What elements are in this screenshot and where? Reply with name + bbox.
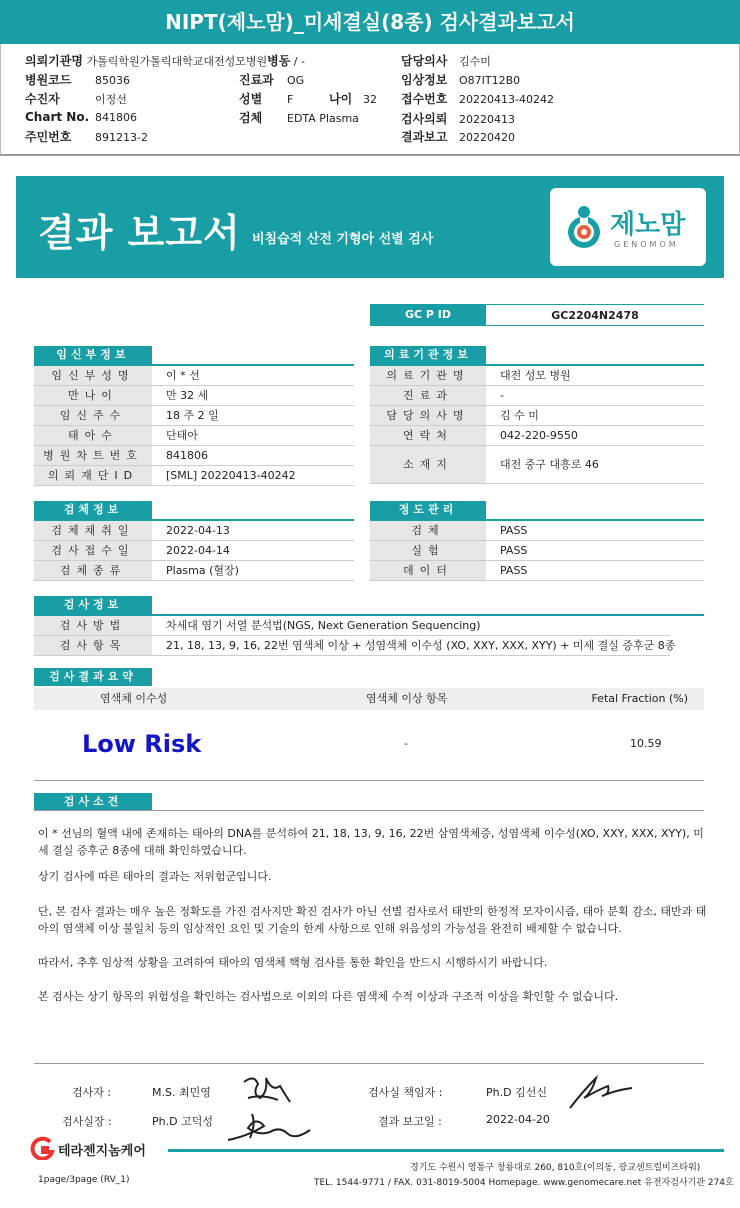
report-date-label: 결과 보고일 :: [378, 1115, 442, 1128]
banner-title: 결과 보고서: [38, 211, 241, 255]
examiner-name: M.S. 최민영: [152, 1086, 211, 1099]
company-logo: [28, 1136, 156, 1160]
summary-header: 검사결과요약: [34, 668, 152, 686]
chief-signature-icon: [222, 1108, 318, 1146]
opinion-rule: [34, 810, 704, 811]
pregnant-value-4: 841806: [166, 449, 208, 462]
doctor-row: 담당의사 김수미: [401, 54, 491, 68]
opinion-paragraph-1: 이 * 선님의 혈액 내에 존재하는 태아의 DNA를 분석하여 21, 18, 13, 9, 16, 22번 삼염색체증, 성염색체 이수성(XO, XXY, XXX, XYY), 미세 결실 증후군 8종에 대해 확인하였습니다.: [38, 827, 704, 857]
pregnant-value-1: 만 32 세: [166, 389, 209, 402]
pregnant-value-5: [SML] 20220413-40242: [166, 469, 296, 482]
report-title: NIPT(제노맘)_미세결실(8종) 검사결과보고서: [0, 0, 740, 44]
qc-value-1: PASS: [500, 544, 528, 557]
dept-row: 진료과 OG: [239, 73, 305, 87]
specimen-label-0: 검체채취일: [34, 521, 152, 540]
qc-value-0: PASS: [500, 524, 528, 537]
gcp-id-value: GC2204N2478: [486, 304, 704, 326]
pregnant-label-4: 병원차트번호: [34, 446, 152, 465]
medical-row-rule: [370, 483, 704, 484]
pregnant-label-0: 임신부성명: [34, 366, 152, 385]
pregnant-value-0: 이 * 선: [166, 369, 200, 382]
medical-label-4: 소재지: [370, 446, 486, 483]
footer-address: 경기도 수원시 영통구 창룡대로 260, 810호(이의동, 광교센트럴비즈타워): [410, 1163, 701, 1173]
summary-bottom-rule: [34, 780, 704, 781]
specimen-label-2: 검체종류: [34, 561, 152, 580]
examiner-signature-icon: [236, 1068, 296, 1112]
pregnant-info-header: 임신부정보: [34, 346, 152, 364]
medical-value-2: 김 수 미: [500, 409, 539, 422]
opinion-header: 검사소견: [34, 793, 152, 811]
footer-rule: [168, 1149, 724, 1152]
qc-row-rule: [370, 580, 704, 581]
opinion-paragraph-5: 본 검사는 상기 항목의 위험성을 확인하는 검사법으로 이외의 다른 염색체 수적 이상과 구조적 이상을 확인할 수 없습니다.: [38, 990, 619, 1003]
report-date-row: 결과보고 20220420: [401, 130, 515, 144]
report-banner: [16, 176, 724, 278]
pregnant-label-3: 태아수: [34, 426, 152, 445]
director-name: Ph.D 김선신: [486, 1086, 547, 1099]
specimen-info-header: 검체정보: [34, 501, 152, 519]
medical-label-1: 진료과: [370, 386, 486, 405]
gcp-id-label: GC P ID: [370, 304, 486, 326]
request-date-row: 검사의뢰 20220413: [401, 112, 515, 126]
test-label-0: 검사방법: [34, 616, 152, 635]
footer-contact: TEL. 1544-9771 / FAX. 031-8019-5004 Homepage. www.genomecare.net 유전자검사기관 274호: [314, 1178, 734, 1188]
director-label: 검사실 책임자 :: [368, 1086, 443, 1099]
test-value-1: 21, 18, 13, 9, 16, 22번 염색체 이상 + 성염색체 이수성 (XO, XXY, XXX, XYY) + 미세 결실 증후군 8종: [166, 639, 676, 652]
col-aneuploidy: 염색체 이수성: [100, 692, 168, 705]
clinical-row: 임상정보 O87IT12B0: [401, 73, 521, 87]
hospital-code-row: 병원코드 85036: [25, 73, 130, 87]
pregnant-value-3: 단태아: [166, 429, 198, 442]
test-label-1: 검사항목: [34, 636, 152, 655]
col-fetal-fraction: Fetal Fraction (%): [591, 692, 688, 705]
test-info-header: 검사정보: [34, 596, 152, 614]
medical-value-1: -: [500, 389, 504, 402]
col-abnormal: 염색체 이상 항목: [366, 692, 448, 705]
company-name: 테라젠지놈케어: [58, 1144, 146, 1159]
qc-label-1: 실험: [370, 541, 486, 560]
genomom-logo: [550, 188, 706, 266]
qc-label-0: 검체: [370, 521, 486, 540]
opinion-paragraph-3: 단, 본 검사 결과는 매우 높은 정확도를 가진 검사지만 확진 검사가 아닌 선별 검사로서 태반의 한정적 모자이시즘, 태아 분획 감소, 태반과 태아의 염색체 이상 불일치 등의 임상적인 요인 및 기술의 한계 사항으로 인해 위음성의 가능성을 완전히 배제할 수 없습니다.: [38, 905, 707, 935]
medical-label-3: 연락처: [370, 426, 486, 445]
receipt-row: 접수번호 20220413-40242: [401, 92, 554, 106]
qc-label-2: 데이터: [370, 561, 486, 580]
report-date-value: 2022-04-20: [486, 1113, 550, 1126]
request-meta: [0, 44, 740, 156]
sex-row: 성별 F 나이 32: [239, 92, 377, 106]
qc-value-2: PASS: [500, 564, 528, 577]
logo-mark-icon: [562, 202, 606, 252]
specimen-label-1: 검사접수일: [34, 541, 152, 560]
company-logo-icon: [28, 1136, 56, 1160]
chart-row: Chart No. 841806: [25, 110, 137, 124]
medical-value-4: 대전 중구 대흥로 46: [500, 458, 599, 471]
test-value-0: 차세대 염기 서열 분석법(NGS, Next Generation Sequencing): [166, 619, 481, 632]
director-signature-icon: [566, 1072, 646, 1112]
pregnant-row-rule: [34, 485, 354, 486]
opinion-paragraph-4: 따라서, 추후 임상적 상황을 고려하여 태아의 염색체 핵형 검사를 통한 확인을 반드시 시행하시기 바랍니다.: [38, 956, 548, 969]
signature-top-rule: [34, 1063, 704, 1064]
medical-label-0: 의료기관명: [370, 366, 486, 385]
specimen-value-2: Plasma (혈장): [166, 564, 239, 577]
abnormal-result: -: [404, 737, 408, 750]
banner-subtitle: 비침습적 산전 기형아 선별 검사: [252, 232, 434, 247]
pregnant-label-5: 의뢰재단ID: [34, 466, 152, 485]
medical-label-2: 담당의사명: [370, 406, 486, 425]
institution-row: 의뢰기관명 가톨릭학원가톨릭대학교대전성모병원병동 / -: [25, 54, 305, 68]
risk-result: Low Risk: [82, 730, 202, 758]
logo-word: 제노맘: [610, 210, 686, 240]
pregnant-value-2: 18 주 2 일: [166, 409, 219, 422]
test-row-rule: [34, 655, 670, 656]
specimen-row-rule: [34, 580, 354, 581]
specimen-value-1: 2022-04-14: [166, 544, 230, 557]
logo-subtext: GENOMOM: [614, 240, 679, 249]
medical-info-header: 의료기관정보: [370, 346, 486, 364]
summary-columns: [34, 688, 704, 710]
medical-value-0: 대전 성모 병원: [500, 369, 571, 382]
chief-name: Ph.D 고덕성: [152, 1115, 213, 1128]
examiner-label: 검사자 :: [72, 1086, 112, 1099]
chief-label: 검사실장 :: [62, 1115, 112, 1128]
pregnant-label-1: 만나이: [34, 386, 152, 405]
rrn-row: 주민번호 891213-2: [25, 130, 148, 144]
pregnant-label-2: 임신주수: [34, 406, 152, 425]
qc-header: 정도관리: [370, 501, 486, 519]
medical-value-3: 042-220-9550: [500, 429, 578, 442]
fetal-fraction-value: 10.59: [630, 737, 662, 750]
opinion-paragraph-2: 상기 검사에 따른 태아의 결과는 저위험군입니다.: [38, 870, 272, 883]
specimen-value-0: 2022-04-13: [166, 524, 230, 537]
specimen-type-row: 검체 EDTA Plasma: [239, 111, 359, 125]
collector-row: 수진자 이정선: [25, 92, 127, 106]
page-indicator: 1page/3page (RV_1): [38, 1175, 130, 1185]
